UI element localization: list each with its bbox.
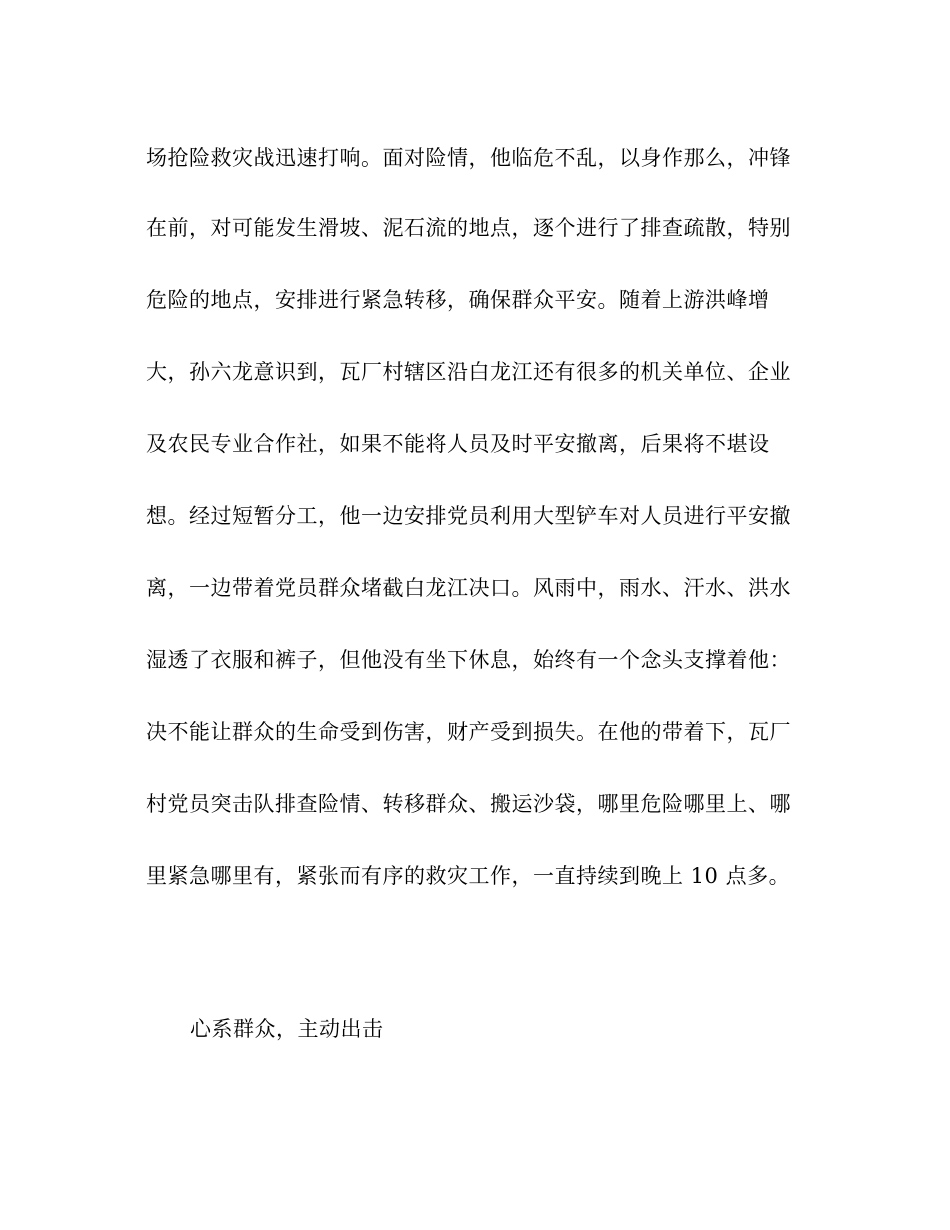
paragraph-line-8: 湿透了衣服和裤子，但他没有坐下休息，始终有一个念头支撑着他： [146, 648, 791, 672]
paragraph-line-6: 想。经过短暂分工，他一边安排党员利用大型铲车对人员进行平安撤 [146, 504, 791, 528]
paragraph-line-11: 里紧急哪里有，紧张而有序的救灾工作，一直持续到晚上 10 点多。 [146, 864, 791, 888]
paragraph-line-4: 大，孙六龙意识到，瓦厂村辖区沿白龙江还有很多的机关单位、企业 [146, 360, 791, 384]
paragraph-line-9: 决不能让群众的生命受到伤害，财产受到损失。在他的带着下，瓦厂 [146, 720, 791, 744]
paragraph-line-3: 危险的地点，安排进行紧急转移，确保群众平安。随着上游洪峰增 [146, 288, 770, 312]
paragraph-line-1: 场抢险救灾战迅速打响。面对险情，他临危不乱，以身作那么，冲锋 [146, 146, 791, 170]
paragraph-line-10: 村党员突击队排查险情、转移群众、搬运沙袋，哪里危险哪里上、哪 [146, 792, 791, 816]
paragraph-line-5: 及农民专业合作社，如果不能将人员及时平安撤离，后果将不堪设 [146, 432, 770, 456]
paragraph-line-7: 离，一边带着党员群众堵截白龙江决口。风雨中，雨水、汗水、洪水 [146, 576, 791, 600]
paragraph-line-2: 在前，对可能发生滑坡、泥石流的地点，逐个进行了排查疏散，特别 [146, 216, 791, 240]
section-heading: 心系群众，主动出击 [190, 1017, 384, 1041]
